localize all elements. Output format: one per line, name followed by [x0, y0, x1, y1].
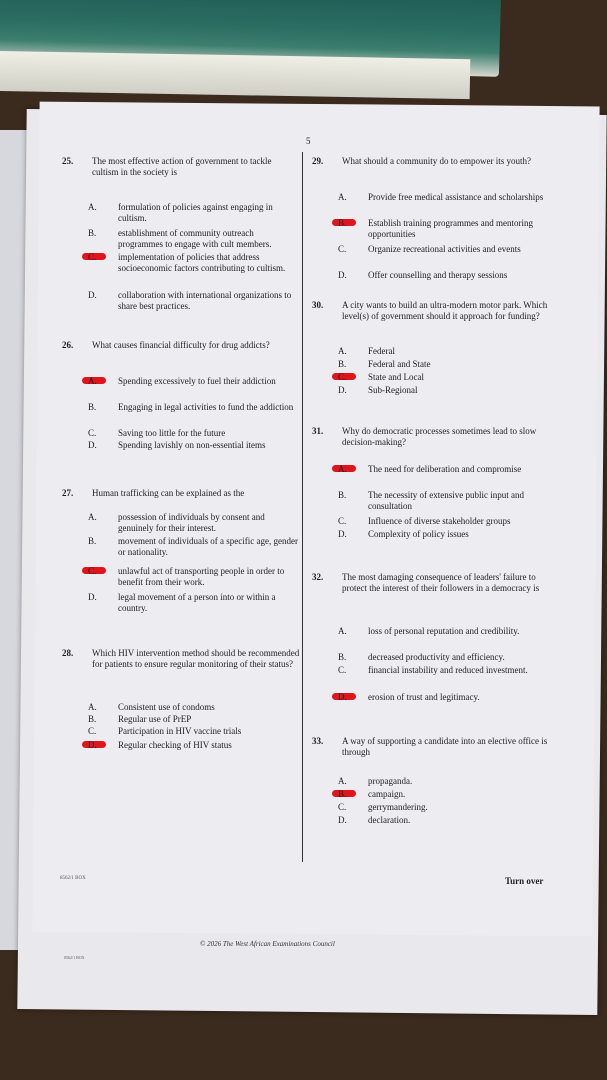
- option-text: Consistent use of condoms: [118, 702, 215, 712]
- option-text: Participation in HIV vaccine trials: [118, 726, 242, 736]
- question-text: What should a community do to empower its youth?: [342, 156, 531, 166]
- question-text: A city wants to build an ultra-modern motor park. Which level(s) of government should it approach for funding?: [342, 300, 548, 321]
- option-letter: A.: [338, 346, 347, 356]
- question-text: Human trafficking can be explained as the: [92, 488, 245, 498]
- option-letter: B.: [338, 490, 347, 500]
- option-text: Organize recreational activities and events: [368, 244, 521, 254]
- option-letter: B.: [88, 228, 97, 238]
- option-text: movement of individuals of a specific age, gender or nationality.: [118, 536, 298, 557]
- option-letter: A.: [88, 376, 97, 386]
- option-text: Spending lavishly on non-essential items: [118, 440, 266, 450]
- option-text: erosion of trust and legitimacy.: [368, 692, 480, 702]
- question-number: 31.: [312, 426, 324, 436]
- option-letter: B.: [338, 218, 347, 228]
- option-letter: C.: [338, 372, 347, 382]
- option-text: Provide free medical assistance and scholarships: [368, 192, 544, 202]
- question-number: 27.: [62, 488, 74, 498]
- background-book-pages: [0, 51, 470, 99]
- option-text: propaganda.: [368, 776, 413, 786]
- question-text: The most effective action of government to tackle cultism in the society is: [92, 156, 272, 177]
- question-number: 29.: [312, 156, 324, 166]
- option-text: Establish training programmes and mentoring opportunities: [368, 218, 533, 239]
- option-letter: D.: [88, 592, 97, 602]
- question-text: Why do democratic processes sometimes lead to slow decision-making?: [342, 426, 537, 447]
- option-text: State and Local: [368, 372, 424, 382]
- option-letter: D.: [338, 385, 347, 395]
- page-number: 5: [306, 136, 311, 146]
- option-text: formulation of policies against engaging in cultism.: [118, 202, 273, 223]
- option-letter: C.: [338, 516, 347, 526]
- question-text: What causes financial difficulty for drug addicts?: [92, 340, 270, 350]
- option-text: establishment of community outreach programmes to engage with cult members.: [118, 228, 272, 249]
- option-letter: A.: [88, 202, 97, 212]
- question-text: The most damaging consequence of leaders' failure to protect the interest of their followers in a democracy is: [342, 572, 540, 593]
- question-number: 33.: [312, 736, 324, 746]
- option-letter: B.: [338, 652, 347, 662]
- option-text: declaration.: [368, 815, 411, 825]
- option-letter: D.: [88, 290, 97, 300]
- option-letter: C.: [338, 244, 347, 254]
- option-letter: B.: [88, 402, 97, 412]
- option-letter: B.: [88, 714, 97, 724]
- option-letter: C.: [88, 726, 97, 736]
- question-number: 26.: [62, 340, 74, 350]
- question-number: 32.: [312, 572, 324, 582]
- option-letter: C.: [338, 802, 347, 812]
- option-letter: A.: [338, 776, 347, 786]
- option-letter: A.: [338, 626, 347, 636]
- question-number: 30.: [312, 300, 324, 310]
- option-letter: A.: [88, 702, 97, 712]
- column-divider: [302, 152, 303, 862]
- option-letter: C.: [88, 252, 97, 262]
- paper-code: 8562/1 BOX: [60, 876, 86, 881]
- copyright-notice: © 2026 The West African Examinations Council: [200, 940, 335, 948]
- option-text: unlawful act of transporting people in order to benefit from their work.: [118, 566, 285, 587]
- option-text: loss of personal reputation and credibility.: [368, 626, 520, 636]
- option-letter: D.: [338, 692, 347, 702]
- option-text: Federal and State: [368, 359, 431, 369]
- option-letter: D.: [338, 270, 347, 280]
- option-letter: D.: [338, 529, 347, 539]
- option-text: legal movement of a person into or within a country.: [118, 592, 276, 613]
- option-text: Offer counselling and therapy sessions: [368, 270, 508, 280]
- question-number: 25.: [62, 156, 74, 166]
- turn-over-label: Turn over: [505, 876, 544, 886]
- option-letter: A.: [338, 464, 347, 474]
- option-letter: A.: [338, 192, 347, 202]
- option-text: financial instability and reduced investment.: [368, 665, 528, 675]
- option-text: Spending excessively to fuel their addiction: [118, 376, 276, 386]
- option-letter: D.: [338, 815, 347, 825]
- option-text: gerrymandering.: [368, 802, 428, 812]
- option-letter: C.: [338, 665, 347, 675]
- option-letter: C.: [88, 566, 97, 576]
- option-text: Saving too little for the future: [118, 428, 226, 438]
- option-text: The necessity of extensive public input and consultation: [368, 490, 524, 511]
- option-text: implementation of policies that address socioeconomic factors contributing to cultism.: [118, 252, 286, 273]
- option-letter: A.: [88, 512, 97, 522]
- option-text: collaboration with international organizations to share best practices.: [118, 290, 292, 311]
- question-text: A way of supporting a candidate into an elective office is through: [342, 736, 548, 757]
- option-text: Federal: [368, 346, 395, 356]
- question-number: 28.: [62, 648, 74, 658]
- option-letter: C.: [88, 428, 97, 438]
- option-letter: B.: [338, 359, 347, 369]
- option-text: Sub-Regional: [368, 385, 418, 395]
- option-text: decreased productivity and efficiency.: [368, 652, 505, 662]
- option-text: possession of individuals by consent and genuinely for their interest.: [118, 512, 265, 533]
- option-letter: D.: [88, 740, 97, 750]
- option-letter: B.: [338, 789, 347, 799]
- option-text: The need for deliberation and compromise: [368, 464, 522, 474]
- paper-code-bottom: 0562/1 BOX: [64, 955, 85, 960]
- question-text: Which HIV intervention method should be recommended for patients to ensure regular monitoring of their status?: [92, 648, 300, 669]
- option-text: campaign.: [368, 789, 406, 799]
- option-text: Regular checking of HIV status: [118, 740, 232, 750]
- option-text: Engaging in legal activities to fund the addiction: [118, 402, 294, 412]
- option-text: Regular use of PrEP: [118, 714, 192, 724]
- option-text: Influence of diverse stakeholder groups: [368, 516, 511, 526]
- option-text: Complexity of policy issues: [368, 529, 469, 539]
- option-letter: B.: [88, 536, 97, 546]
- option-letter: D.: [88, 440, 97, 450]
